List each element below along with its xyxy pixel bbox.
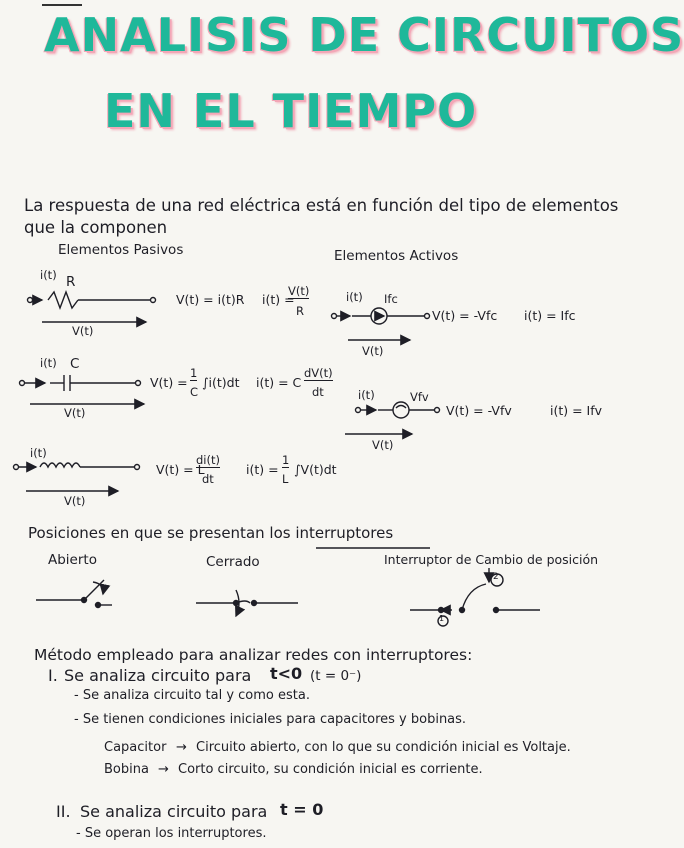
resistor-symbol [28, 292, 156, 322]
capacitor-symbol [20, 375, 145, 404]
capacitor-eq-v-num: 1 [190, 366, 198, 380]
current-source-eq-v: V(t) = -Vfc [432, 308, 498, 323]
capacitor-eq-v-den: C [190, 385, 199, 399]
method-bullet-3: - Se operan los interruptores. [76, 826, 267, 841]
method-step2-num: II. [56, 802, 71, 821]
changeover-switch-symbol [410, 568, 540, 626]
switches-heading: Posiciones en que se presentan los interruptores [28, 524, 394, 542]
voltage-source-eq-i: i(t) = Ifv [550, 403, 603, 418]
current-source-eq-i: i(t) = Ifc [524, 308, 576, 323]
coil-note-arrow: → [158, 762, 169, 777]
capacitor-eq-v-rest: ∫i(t)dt [202, 375, 240, 390]
inductor-current: i(t) [30, 446, 47, 460]
capacitor-voltage: V(t) [64, 406, 86, 420]
voltage-source-label: Vfv [410, 390, 429, 404]
current-source-voltage: V(t) [362, 344, 384, 358]
inductor-eq-v-lhs: V(t) = L [156, 462, 205, 477]
active-heading: Elementos Activos [334, 248, 459, 264]
intro-line-2: que la componen [24, 218, 168, 237]
coil-note-label: Bobina [104, 762, 149, 777]
method-step1-num: I. [48, 666, 58, 685]
coil-note-text: Corto circuito, su condición inicial es corriente. [178, 762, 483, 777]
resistor-current: i(t) [40, 268, 57, 282]
inductor-eq-i-lhs: i(t) = [246, 462, 279, 477]
resistor-eq-v: V(t) = i(t)R [176, 292, 245, 307]
inductor-eq-v-num: di(t) [196, 453, 220, 467]
voltage-source-symbol [345, 402, 440, 434]
switch-closed-symbol [196, 590, 298, 616]
method-step1-text: Se analiza circuito para [64, 666, 252, 685]
switch-pos-2: 2 [493, 572, 499, 582]
switch-open-label: Abierto [48, 552, 97, 568]
method-step1-note: (t = 0⁻) [310, 668, 362, 684]
method-bullet-2: - Se tienen condiciones iniciales para capacitores y bobinas. [74, 712, 467, 727]
capacitor-note-label: Capacitor [104, 740, 167, 755]
passive-heading: Elementos Pasivos [58, 242, 184, 258]
inductor-voltage: V(t) [64, 494, 86, 508]
inductor-eq-i-num: 1 [282, 453, 290, 467]
resistor-voltage: V(t) [72, 324, 94, 338]
title-line-2: EN EL TIEMPO [104, 84, 478, 138]
capacitor-label: C [70, 356, 80, 372]
switch-closed-label: Cerrado [206, 554, 260, 570]
current-source-symbol [332, 308, 430, 340]
capacitor-eq-i-den: dt [312, 385, 324, 399]
method-step1-cond: t<0 [270, 664, 303, 683]
current-source-current: i(t) [346, 290, 363, 304]
switch-changeover-label: Interruptor de Cambio de posición [384, 552, 599, 567]
resistor-label: R [66, 274, 76, 290]
method-step2-text: Se analiza circuito para [80, 802, 268, 821]
current-source-label: Ifc [384, 292, 398, 306]
resistor-eq-i-num: V(t) [288, 284, 310, 298]
capacitor-note-text: Circuito abierto, con lo que su condición inicial es Voltaje. [196, 740, 571, 755]
method-heading: Método empleado para analizar redes con interruptores: [34, 646, 473, 664]
resistor-eq-i-lhs: i(t) = [262, 292, 295, 307]
inductor-eq-i-den: L [282, 472, 289, 486]
method-step2-cond: t = 0 [280, 800, 324, 819]
capacitor-current: i(t) [40, 356, 57, 370]
title-line-1: ANALISIS DE CIRCUITOS [44, 8, 684, 62]
voltage-source-current: i(t) [358, 388, 375, 402]
capacitor-eq-v-lhs: V(t) = [150, 375, 188, 390]
capacitor-eq-i-num: dV(t) [304, 366, 333, 380]
intro-line-1: La respuesta de una red eléctrica está en función del tipo de elementos [24, 196, 619, 215]
resistor-eq-i-den: R [296, 304, 304, 318]
inductor-eq-v-den: dt [202, 472, 214, 486]
inductor-eq-i-rest: ∫V(t)dt [294, 462, 337, 477]
switch-open-symbol [36, 580, 112, 608]
capacitor-eq-i-lhs: i(t) = C [256, 375, 302, 390]
voltage-source-voltage: V(t) [372, 438, 394, 452]
inductor-symbol [14, 463, 140, 491]
switch-pos-1: 1 [439, 614, 445, 623]
voltage-source-eq-v: V(t) = -Vfv [446, 403, 512, 418]
method-bullet-1: - Se analiza circuito tal y como esta. [74, 688, 310, 703]
capacitor-note-arrow: → [176, 740, 187, 755]
